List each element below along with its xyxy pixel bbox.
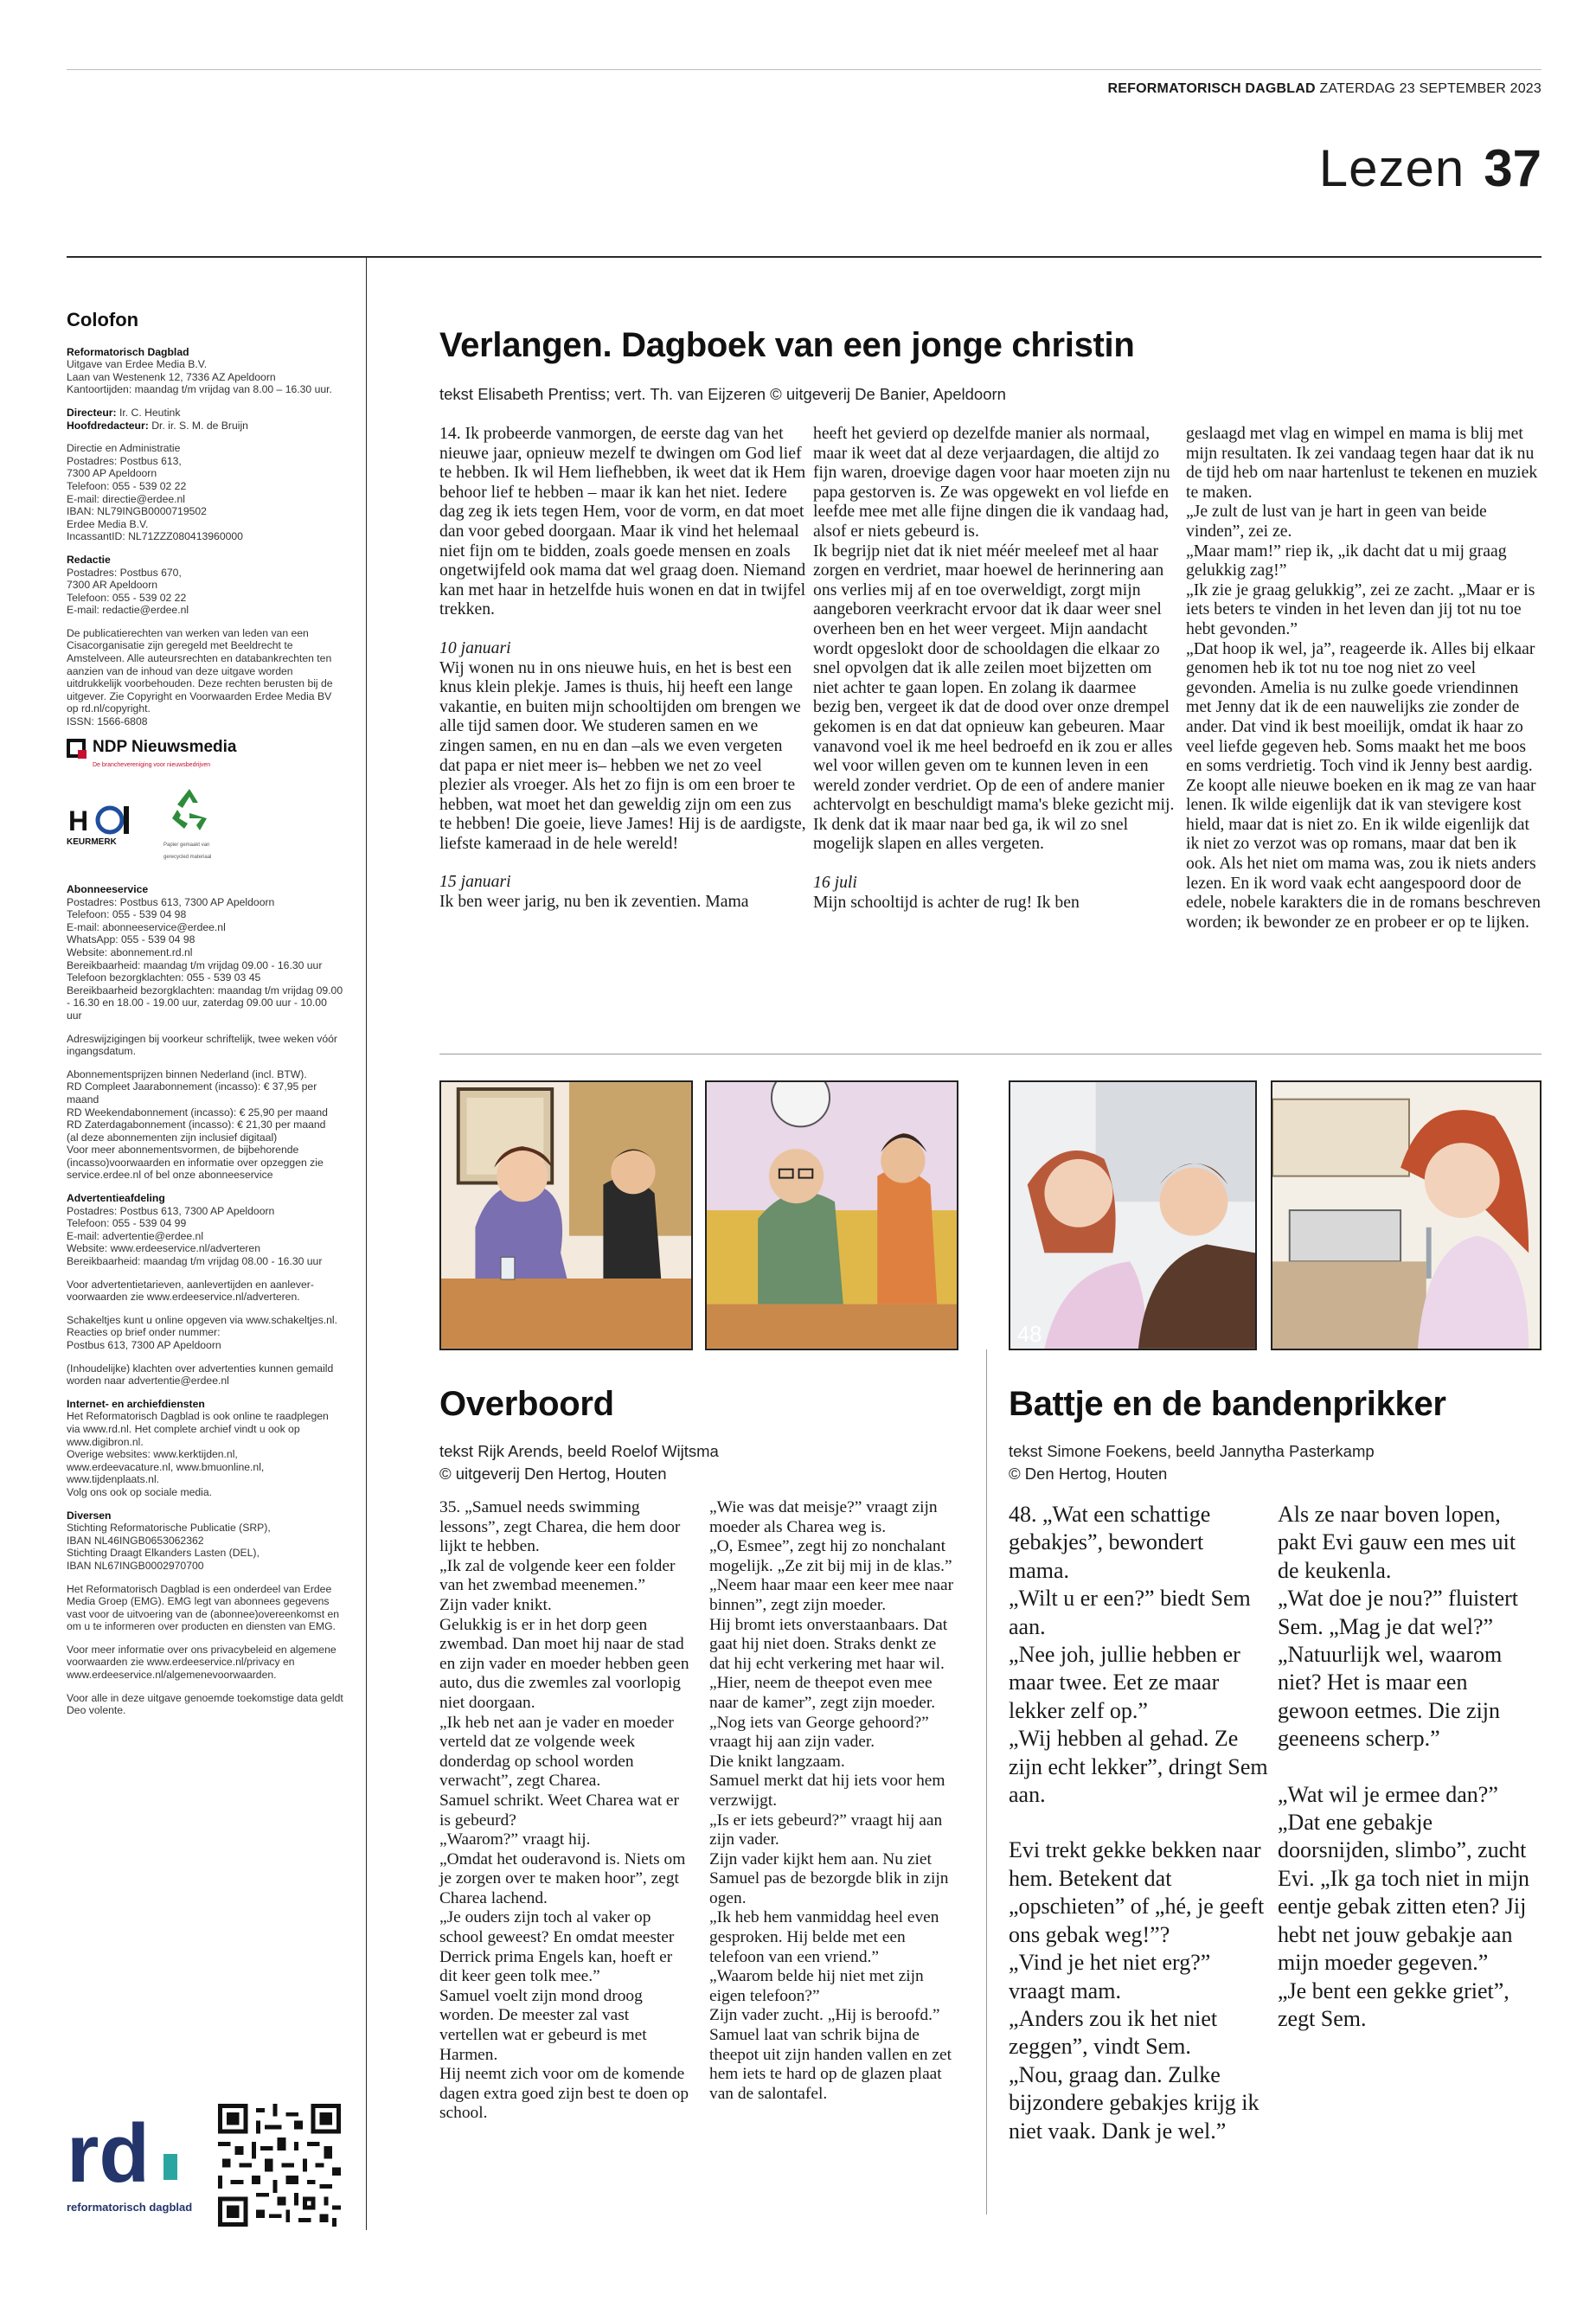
diary-date: 15 januari [439,872,511,892]
issue-date: ZATERDAG 23 SEPTEMBER 2023 [1319,81,1542,96]
paragraph: heeft het gevierd op dezelfde manier als normaal, maar ik weet dat al deze verjaardagen, die altijd zo fijn waren, droevige dagen voor haar moeten zijn nu papa gestorven is. Ze was opgewekt en vol liefde en leefde mee met alle fijne dingen die ik vandaag had, alsof er niets gebeurd is. Ik begrijp niet dat ik niet méér meeleef met al haar zorgen en verdriet, maar hoewel de herinnering aan ons verlies mij af en toe overweldigt, zorgt mijn aangeboren veerkracht ervoor dat ik daar weer snel overheen ben en het weer vergeet. Mijn aandacht wordt opgeslokt door de schooldagen die elkaar zo snel opvolgen dat ik alle zeilen moet bijzetten om niet achter te gaan lopen. En zolang ik daarmee bezig ben, vergeet ik dat de dood over onze drempel gekomen is en dat dat opnieuw kan gebeuren. Maar vanavond voel ik me heel bedroefd en ik zou er alles wel voor willen geven om te kunnen leven in een wereld zonder verdriet. Op de een of andere manier achtervolgt en beschuldigt mama's bleke gezicht mij. Ik denk dat ik maar naar bed ga, ik wil zo snel mogelijk slapen en alles vergeten. [813,424,1175,854]
colofon-block: Directie en Administratie Postadres: Postbus 613, 7300 AP Apeldoorn Telefoon: 055 - 539 02 22 E-mail: directie@erdee.nl IBAN: NL79INGB0000719502 Erdee Media B.V. IncassantID: NL71ZZZ080413960000 [67,442,243,543]
paragraph: geslaagd met vlag en wimpel en mama is blij met mijn resultaten. Ik zei vandaag tegen haar dat ik nu de tijd heb om naar hartenlust te tekenen en muziek te maken. „Je zult de lust van je hart in geen van beide vinden”, zei ze. „Maar mam!” riep ik, „ik dacht dat u mij graag gelukkig zag!” „Ik zie je graag gelukkig”, zei ze zacht. „Maar er is iets beters te vinden in het leven dan jij tot nu toe hebt gevonden.” „Dat hoop ik wel, ja”, reageerde ik. Alles bij elkaar genomen heb ik tot nu toe nog niet zo veel gevonden. Amelia is nu zulke goede vriendinnen met Jenny dat ik de een nauwelijks zie zonder de ander. Dat vind ik best moeilijk, omdat ik haar zo veel liefde gegeven heb. Soms maakt het me boos en soms verdrietig. Toch vind ik Jenny best aardig. Ze koopt alle nieuwe boeken en ik mag ze van haar lenen. Ik wilde eigenlijk dat ik van stevigere kost hield, maar dat is niet zo. En ik wilde eigenlijk dat ik niet zo verzot was op romans, maar dat ben ik ook. Als het niet om mama was, zou ik niets anders lezen. En ik word vaak echt aangespoord door de edele, nobele karakters die in de romans beschreven worden; ik bewonder ze en probeer er op te lijken. [1186,424,1541,932]
colofon-block: Redactie Postadres: Postbus 670, 7300 AR Apeldoorn Telefoon: 055 - 539 02 22 E-mail: redactie@erdee.nl [67,553,189,617]
colofon-block: Internet- en archiefdiensten Het Reformatorisch Dagblad is ook online te raadplegen via www.rd.nl. Het complete archief vindt u ook op www.digibron.nl. Overige websites: www.kerktijden.nl, www.erdeevacature.nl, www.bmuonline.nl, www.tijdenplaats.nl. Volg ons ook op sociale media. [67,1397,329,1498]
article-column-3 [1186,424,1541,932]
colofon-block: Abonneeservice Postadres: Postbus 613, 7300 AP Apeldoorn Telefoon: 055 - 539 04 98 E-mail: abonneeservice@erdee.nl WhatsApp: 055 - 539 04 98 Website: abonnement.rd.nl Bereikbaarheid: maandag t/m vrijdag 09.00 - 16.30 uur Telefoon bezorgklachten: 055 - 539 03 45 Bereikbaarheid bezorgklachten: maandag t/m vrijdag 09.00 - 16.30 en 18.00 - 19.00 uur, zaterdag 09.00 uur - 10.00 uur [67,883,343,1022]
comic-text-column-1 [439,1498,690,2124]
comic-panel-overboord-2 [705,1080,958,1350]
comic-byline: tekst Rijk Arends, beeld Roelof Wijtsma © uitgeverij Den Hertog, Houten [439,1442,719,1483]
paragraph: 48. „Wat een schattige gebakjes”, bewondert mama. „Wilt u er een?” biedt Sem aan. „Nee joh, jullie hebben er maar twee. Eet ze maar lekker zelf op.” „Wij hebben al gehad. Ze zijn echt lekker”, dringt Sem aan. [1009,1502,1268,1808]
paragraph: Evi trekt gekke bekken naar hem. Betekent dat „opschieten” of „hé, je geeft ons gebak weg!”? „Vind je het niet erg?” vraagt mam. „Anders zou ik het niet zeggen”, vindt Sem. „Nou, graag dan. Zulke bijzondere gebakjes krijg ik niet vaak. Dank je wel.” [1009,1837,1265,2144]
comic-text-column-1 [1009,1501,1268,2145]
paragraph: Mijn schooltijd is achter de rug! Ik ben [813,892,1080,912]
recycle-icon [163,784,215,836]
ndp-subtitle: De branchevereniging voor nieuwsbedrijven [93,761,211,768]
diary-date: 10 januari [439,638,511,657]
colofon-directors: Directeur: Ir. C. Heutink Hoofdredacteur: Dr. ir. S. M. de Bruijn [67,406,248,432]
colofon-block: Voor alle in deze uitgave genoemde toekomstige data geldt Deo volente. [67,1691,343,1717]
svg-text:KEURMERK: KEURMERK [67,836,117,847]
colofon [67,309,343,1727]
colofon-block: Reformatorisch Dagblad Uitgave van Erdee Media B.V. Laan van Westenenk 12, 7336 AZ Apeldoorn Kantoortijden: maandag t/m vrijdag van 8.00 – 16.30 uur. [67,345,332,396]
certification-logos [67,784,343,864]
article-title: Verlangen. Dagboek van een jonge christin [439,326,1135,364]
colofon-block: Het Reformatorisch Dagblad is een onderdeel van Erdee Media Groep (EMG). EMG legt van abonnees gegevens vast voor de uitvoering van de (abonnee)overeenkomst en om u te informeren over producten en diensten van EMG. [67,1582,340,1633]
section-name: Lezen [1318,139,1465,197]
colofon-block: Abonnementsprijzen binnen Nederland (incl. BTW). RD Compleet Jaarabonnement (incasso): € 37,95 per maand RD Weekendabonnement (incasso): € 25,90 per maand RD Zaterdagabonnement (incasso): € 21,30 per maand (al deze abonnementen zijn inclusief digitaal) Voor meer abonnementsvormen, de bijbehorende (incasso)voorwaarden en informatie over opzeggen zie service.erdee.nl of bel onze abonneeservice [67,1067,328,1182]
diary-date: 16 juli [813,873,857,893]
article-byline: tekst Elisabeth Prentiss; vert. Th. van Eijzeren © uitgeverij De Banier, Apeldoorn [439,385,1006,403]
panel-number: 48 [1016,1322,1042,1347]
paragraph: Als ze naar boven lopen, pakt Evi gauw een mes uit de keukenla. „Wat doe je nou?” fluistert Sem. „Mag je dat wel?” „Natuurlijk wel, waarom niet? Het is maar een gewoon eetmes. Die zijn geeneens scherp.” [1278,1502,1519,1752]
svg-text:rd: rd [67,2107,150,2200]
comic-panel-battje-2 [1271,1080,1542,1350]
paragraph: Wij wonen nu in ons nieuwe huis, en het is best een knus klein plekje. James is thuis, hij heeft een lange vakantie, en buiten mijn schooltijden om brengen we alle tijd samen door. We studeren samen en we zingen samen, en nu en dan –als we even vergeten dat papa er niet meer is– hebben we net zo veel plezier als vroeger. Als het zo fijn is om een broer te hebben, wat moet het dan geweldig zijn om een zus te hebben! Die goeie, lieve James! Hij is de aardigste, liefste kameraad in de hele wereld! [439,657,806,853]
top-rule [67,256,1542,258]
paragraph: 14. Ik probeerde vanmorgen, de eerste dag van het nieuwe jaar, opnieuw mezelf te dwingen om God lief te hebben. Ik wil Hem liefhebben, ik weet dat ik Hem behoor lief te hebben – maar ik kan het niet. Iedere dag zeg ik iets tegen Hem, voor de vorm, en dat moet dan voor gebed doorgaan. Maar ik vind het helemaal niet fijn om te bidden, zoals goede mensen en zoals ongetwijfeld ook mama dat wel graag doen. Niemand kan met haar in hetzelfde huis wonen en dat in twijfel trekken. [439,424,806,619]
colofon-block: Voor advertentietarieven, aanlevertijden en aanlever-voorwaarden zie www.erdeeservice.nl/adverteren. [67,1278,314,1304]
colofon-title: Colofon [67,309,139,330]
paragraph: 35. „Samuel needs swimming lessons”, zegt Charea, die hem door lijkt te hebben. „Ik zal de volgende keer een folder van het zwembad meenemen.” Zijn vader knikt. Gelukkig is er in het dorp geen zwembad. Dan moet hij naar de stad en zijn vader en moeder hebben geen auto, dus die zwemles zal voorlopig niet doorgaan. „Ik heb net aan je vader en moeder verteld dat ze volgende week donderdag op school worden verwacht”, zegt Charea. Samuel schrikt. Weet Charea wat er is gebeurd? „Waarom?” vraagt hij. „Omdat het ouderavond is. Niets om je zorgen over te maken hoor”, zegt Charea lachend. „Je ouders zijn toch al vaker op school geweest? En omdat meester Derrick prima Engels kan, hoeft er dit keer geen tolk mee.” Samuel voelt zijn mond droog worden. De meester zal vast vertellen wat er gebeurd is met Harmen. Hij neemt zich voor om de komende dagen extra goed zijn best te doen op school. [439,1498,689,2123]
paragraph: „Wat wil je ermee dan?” „Dat ene gebakje doorsnijden, slimbo”, zucht Evi. „Ik ga toch niet in mijn eentje gebak zitten eten? Jij hebt net jouw gebakje aan mijn moeder gegeven.” „Je bent een gekke griet”, zegt Sem. [1278,1781,1529,2031]
colofon-block: (Inhoudelijke) klachten over advertenties kunnen gemaild worden naar advertentie@erdee.nl [67,1362,334,1388]
comic-title: Battje en de bandenprikker [1009,1385,1446,1423]
comic-title: Overboord [439,1385,614,1423]
page-number: 37 [1484,139,1542,197]
comic-byline: tekst Simone Foekens, beeld Jannytha Pasterkamp © Den Hertog, Houten [1009,1442,1375,1483]
column-divider [986,1349,987,2214]
keurmerk-icon [67,801,141,848]
ndp-icon [67,739,86,758]
paragraph: „Wie was dat meisje?” vraagt zijn moeder als Charea weg is. „O, Esmee”, zegt hij zo nonchalant mogelijk. „Ze zit bij mij in de klas.” „Neem haar maar een keer mee naar binnen”, zegt zijn moeder. Hij bromt iets onverstaanbaars. Dat gaat hij niet doen. Straks denkt ze dat hij echt verkering met haar wil. „Hier, neem de theepot even mee naar de kamer”, zegt zijn moeder. „Nog iets van George gehoord?” vraagt hij aan zijn vader. Die knikt langzaam. Samuel merkt dat hij iets voor hem verzwijgt. „Is er iets gebeurd?” vraagt hij aan zijn vader. Zijn vader kijkt hem aan. Nu ziet Samuel pas de bezorgde blik in zijn ogen. „Ik heb hem vanmiddag heel even gesproken. Hij belde met een telefoon van een vriend.” „Waarom belde hij niet met zijn eigen telefoon?” Zijn vader zucht. „Hij is beroofd.” Samuel laat van schrik bijna de theepot uit zijn handen vallen en zet hem iets te hard op de glazen plaat van de salontafel. [709,1498,954,2103]
colofon-block: Voor meer informatie over ons privacybeleid en algemene voorwaarden zie www.erdeeservice.nl/privacy en www.erdeeservice.nl/algemenevoorwaarden. [67,1643,337,1682]
qr-code[interactable] [218,2104,341,2227]
comic-text-column-2 [1278,1501,1542,2033]
header-rule [67,69,1542,70]
ndp-logo: NDP Nieuwsmedia [67,739,343,758]
colofon-block: Schakeltjes kunt u online opgeven via www.schakeltjes.nl. Reacties op brief onder nummer: Postbus 613, 7300 AP Apeldoorn [67,1313,337,1351]
comic-panel-battje-1 [1009,1080,1257,1350]
masthead [1108,81,1542,97]
svg-text:reformatorisch dagblad: reformatorisch dagblad [67,2201,193,2214]
comic-text-column-2 [709,1498,960,2104]
recycled-paper: Papier gemaakt van gerecycled materiaal [163,784,215,864]
article-column-2 [813,424,1176,912]
section-header [1318,139,1542,197]
article-column-1 [439,424,807,912]
colofon-block: De publicatierechten van werken van leden van een Cisacorganisatie zijn geregeld met Beeldrecht te Amstelveen. Alle auteursrechten en databankrechten ten aanzien van de inhoud van deze uitgave worden uitdrukkelijk voorbehouden. Deze rechten berusten bij de uitgever. Zie Copyright en Voorwaarden Erdee Media BV op rd.nl/copyright. ISSN: 1566-6808 [67,626,333,728]
rd-logo [67,2104,196,2234]
paper-name: REFORMATORISCH DAGBLAD [1107,81,1316,96]
column-divider [366,258,367,2230]
colofon-block: Adreswijzigingen bij voorkeur schriftelijk, twee weken vóór ingangsdatum. [67,1032,337,1058]
colofon-block: Advertentieafdeling Postadres: Postbus 613, 7300 AP Apeldoorn Telefoon: 055 - 539 04 99 E-mail: advertentie@erdee.nl Website: www.erdeeservice.nl/adverteren Bereikbaarheid: maandag t/m vrijdag 08.00 - 16.30 uur [67,1192,323,1268]
colofon-block: Diversen Stichting Reformatorische Publicatie (SRP), IBAN NL46INGB0653062362 Stichting Draagt Elkanders Lasten (DEL), IBAN NL67INGB0002970700 [67,1509,271,1572]
comic-panel-overboord-1 [439,1080,693,1350]
paragraph: Ik ben weer jarig, nu ben ik zeventien. Mama [439,892,749,912]
svg-text:H: H [68,804,89,836]
